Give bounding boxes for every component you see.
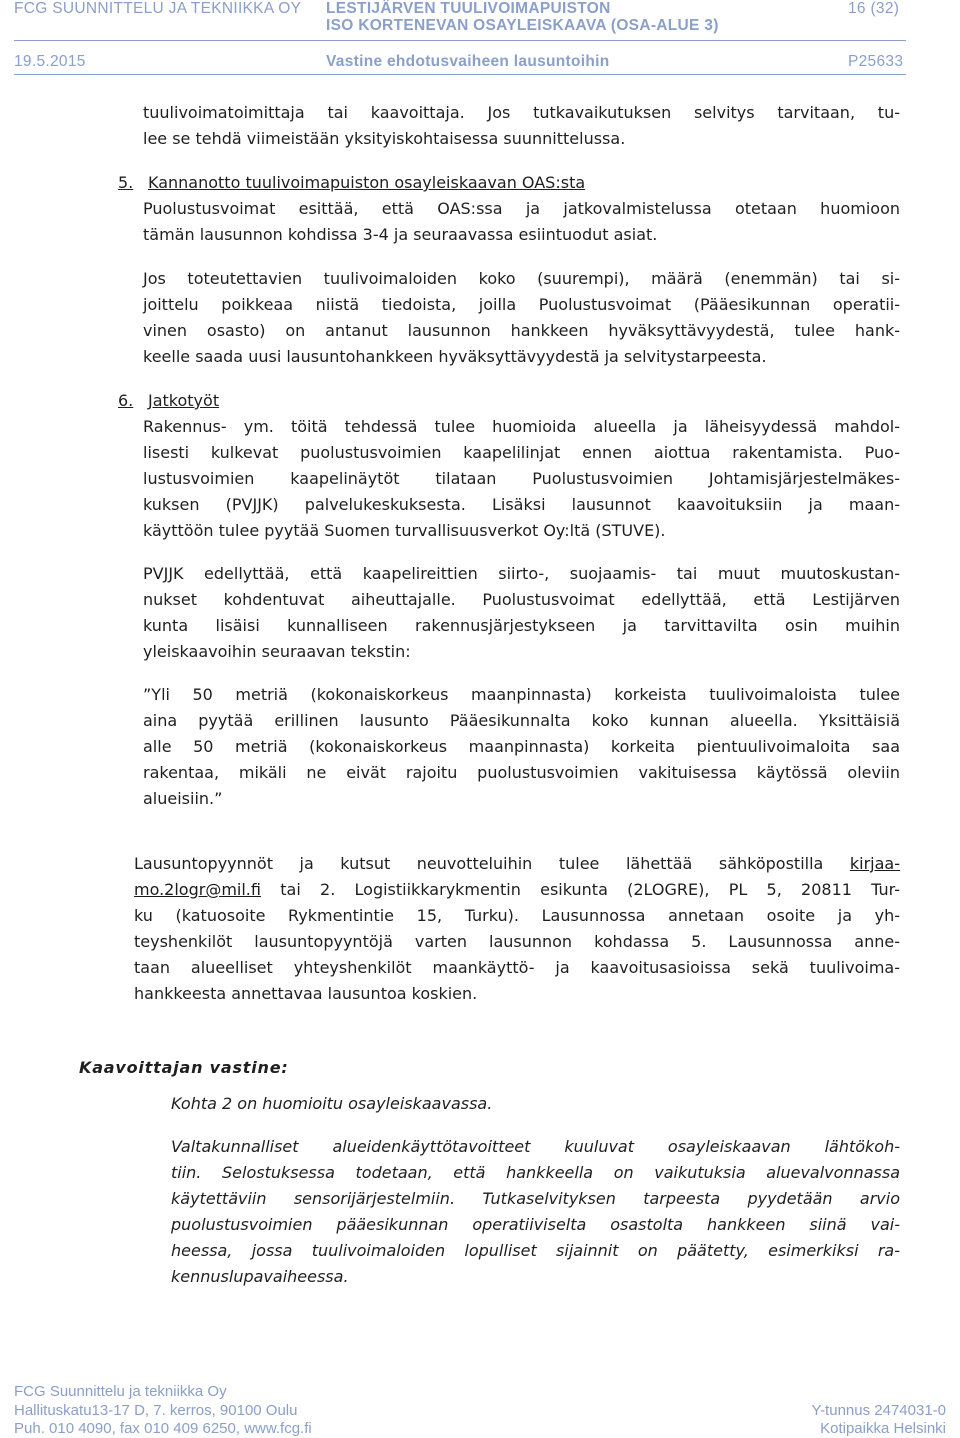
quoted-text: ”Yli 50 metriä (kokonaiskorkeus maanpinnasta) korkeista tuulivoimaloista tulee aina pyytää erillinen lausunto Pääesikunnalta koko kunnan alueella. Yksittäisiä alle 50 metriä (kokonaiskorkeus maanpinnasta) korkeita pientuulivoimaloita saa rakentaa, mikäli ne eivät rajoitu puolustusvoimien vakituisessa käytössä oleviin alueisiin.”: [143, 685, 900, 808]
header-company: FCG SUUNNITTELU JA TEKNIIKKA OY: [14, 0, 302, 17]
footer-company: FCG Suunnittelu ja tekniikka Oy: [14, 1383, 227, 1400]
response-heading: Kaavoittajan vastine:: [79, 1058, 289, 1077]
section-6-paragraph-1: Rakennus- ym. töitä tehdessä tulee huomioida alueella ja läheisyydessä mahdol- lisesti kulkevat puolustusvoimien kaapelilinjat ennen aiottua rakentamista. Puo- lustusvoimien kaapelinäytöt tilataan Puolustusvoimien Johtamisjärjestelmäkes- kuksen (PVJJK) palvelukeskuksesta. Lisäksi lausunnot kaavoituksiin ja maan- käyttöön tulee pyytää Suomen turvallisuusverkot Oy:ltä (STUVE).: [143, 417, 900, 540]
footer-domicile: Kotipaikka Helsinki: [820, 1420, 946, 1437]
section-5-number: 5.: [118, 173, 134, 192]
header-page-number: 16 (32): [848, 0, 900, 17]
header-date: 19.5.2015: [14, 53, 86, 70]
header-title-line1: LESTIJÄRVEN TUULIVOIMAPUISTON: [326, 0, 611, 17]
section-6-number: 6.: [118, 391, 134, 410]
section-5-title: Kannanotto tuulivoimapuiston osayleiskaavan OAS:sta: [148, 173, 586, 192]
section-5-paragraph-2: Jos toteutettavien tuulivoimaloiden koko (suurempi), määrä (enemmän) tai si- joittelu poikkeaa niistä tiedoista, joilla Puolustusvoimat (Pääesikunnan operatii- vinen osasto) on antanut lausunnon hankkeen hyväksyttävyydestä, tulee hank- keelle saada uusi lausuntohankkeen hyväksyttävyydestä ja selvitystarpeesta.: [143, 269, 900, 366]
footer-address: Hallituskatu13-17 D, 7. kerros, 90100 Oulu: [14, 1402, 298, 1419]
contact-paragraph: Lausuntopyynnöt ja kutsut neuvotteluihin tulee lähettää sähköpostilla kirjaa- mo.2logr@mil.fi tai 2. Logistiikkarykmentin esikunta (2LOGRE), PL 5, 20811 Tur- ku (katuosoite Rykmentintie 15, Turku). Lausunnossa annetaan osoite ja yh- teyshenkilöt lausuntopyyntöjä varten lausunnon kohdassa 5. Lausunnossa anne- taan alueelliset yhteyshenkilöt maankäyttö- ja kaavoitusasioissa sekä tuulivoima- hankkeesta annettavaa lausuntoa koskien.: [134, 854, 901, 1003]
email-link-part-1[interactable]: kirjaa-: [849, 854, 900, 873]
section-6-paragraph-2: PVJJK edellyttää, että kaapelireittien siirto-, suojaamis- tai muut muutoskustan- nukset kohdentuvat aiheuttajalle. Puolustusvoimat edellyttää, että Lestijärven kunta lisäisi kunnalliseen rakennusjärjestykseen ja tarvittavilta osin muihin yleiskaavoihin seuraavan tekstin:: [143, 564, 900, 661]
header-doc-title: Vastine ehdotusvaiheen lausuntoihin: [326, 53, 610, 70]
section-5-paragraph-1: Puolustusvoimat esittää, että OAS:ssa ja jatkovalmistelussa otetaan huomioon tämän lausunnon kohdissa 3-4 ja seuraavassa esiintuodut asiat.: [143, 199, 900, 244]
header-divider-top: [14, 40, 906, 41]
footer-ytunnus: Y-tunnus 2474031-0: [811, 1402, 946, 1419]
response-paragraph-2: Valtakunnalliset alueidenkäyttötavoitteet kuuluvat osayleiskaavan lähtökoh- tiin. Selostuksessa todetaan, että hankkeella on vaikutuksia aluevalvonnassa käytettäviin sensorijärjestelmiin. Tutkaselvityksen tarpeesta pyydetään arvio puolustusvoimien pääesikunnan operatiiviselta osastolta hankkeen siinä vai- heessa, jossa tuulivoimaloiden lopulliset sijainnit on päätetty, esimerkiksi ra- kennuslupavaiheessa.: [171, 1137, 900, 1286]
footer-phone: Puh. 010 4090, fax 010 409 6250, www.fcg.fi: [14, 1420, 312, 1437]
intro-paragraph: tuulivoimatoimittaja tai kaavoittaja. Jos tutkavaikutuksen selvitys tarvitaan, tu- lee se tehdä viimeistään yksityiskohtaisessa suunnittelussa.: [143, 103, 900, 148]
response-paragraph-1: Kohta 2 on huomioitu osayleiskaavassa.: [171, 1094, 493, 1113]
email-link-part-2[interactable]: mo.2logr@mil.fi: [134, 880, 261, 899]
section-6-title: Jatkotyöt: [148, 391, 220, 410]
header-project-number: P25633: [848, 53, 904, 70]
header-title-line2: ISO KORTENEVAN OSAYLEISKAAVA (OSA-ALUE 3): [326, 17, 719, 34]
header-divider-bottom: [14, 74, 906, 75]
